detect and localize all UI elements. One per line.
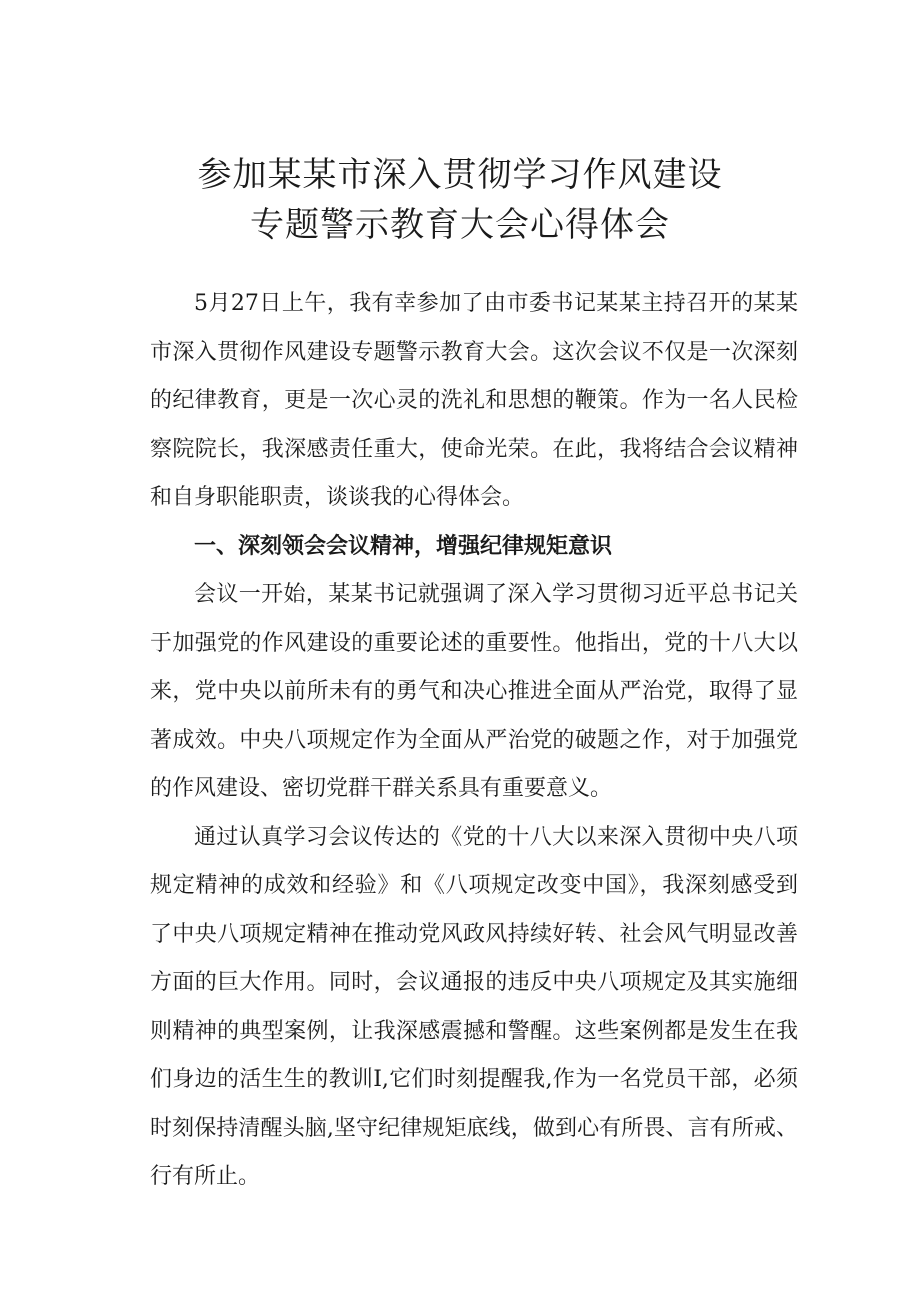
- section-1-paragraph-2: 通过认真学习会议传达的《党的十八大以来深入贯彻中央八项规定精神的成效和经验》和《八项规定改变中国》，我深刻感受到了中央八项规定精神在推动党风政风持续好转、社会风气明显改善方面的巨大作用。同时，会议通报的违反中央八项规定及其实施细则精神的典型案例，让我深感震撼和警醒。这些案例都是发生在我们身边的活生生的教训I,它们时刻提醒我,作为一名党员干部，必须时刻保持清醒头脑,坚守纪律规矩底线，做到心有所畏、言有所戒、行有所止。: [150, 824, 798, 1189]
- section-1-paragraph-1: 会议一开始，某某书记就强调了深入学习贯彻习近平总书记关于加强党的作风建设的重要论述的重要性。他指出，党的十八大以来，党中央以前所未有的勇气和决心推进全面从严治党，取得了显著成效。中央八项规定作为全面从严治党的破题之作，对于加强党的作风建设、密切党群干群关系具有重要意义。: [150, 582, 798, 801]
- title-line-1: 参加某某市深入贯彻学习作风建设: [197, 155, 723, 195]
- section-heading-1: 一、深刻领会会议精神，增强纪律规矩意识: [194, 533, 613, 559]
- intro-paragraph: 5月27日上午，我有幸参加了由市委书记某某主持召开的某某市深入贯彻作风建设专题警示教育大会。这次会议不仅是一次深刻的纪律教育，更是一次心灵的洗礼和思想的鞭策。作为一名人民检察院院长，我深感责任重大，使命光荣。在此，我将结合会议精神和自身职能职责，谈谈我的心得体会。: [150, 291, 798, 510]
- title-line-2: 专题警示教育大会心得体会: [250, 205, 670, 245]
- document-title: [0, 150, 920, 250]
- document-body: [150, 280, 798, 1202]
